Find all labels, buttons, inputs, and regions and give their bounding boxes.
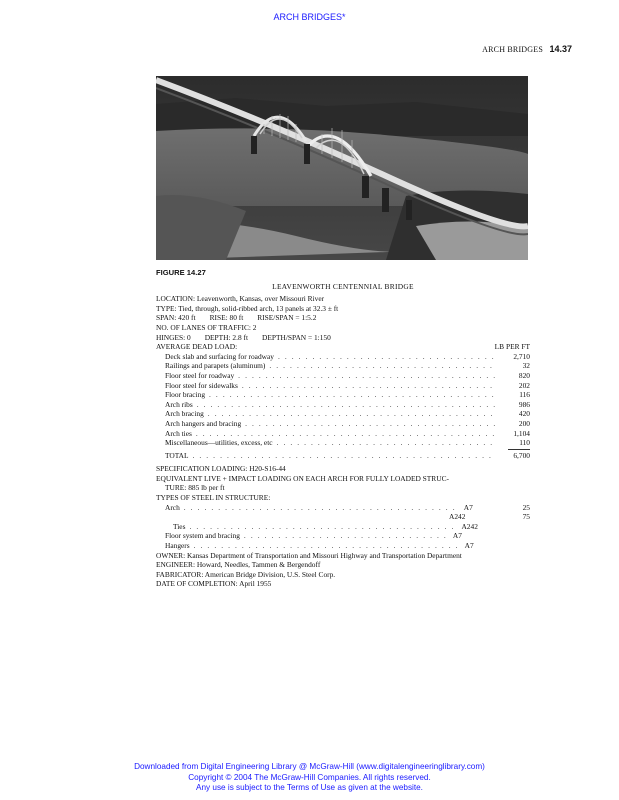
steel-grade: A7 bbox=[463, 502, 473, 512]
footer-notice bbox=[0, 762, 619, 794]
dead-load-value: 420 bbox=[518, 409, 530, 419]
leader-dots bbox=[184, 503, 460, 513]
dead-load-row bbox=[156, 390, 530, 400]
dead-load-row bbox=[156, 409, 530, 419]
steel-label: Floor system and bracing bbox=[165, 531, 240, 541]
dead-load-row bbox=[156, 352, 530, 362]
depth-value: DEPTH: 2.8 ft bbox=[204, 332, 249, 342]
steel-grade: A242 bbox=[449, 512, 466, 522]
dead-load-label: Arch ribs bbox=[165, 399, 193, 409]
figure-content bbox=[156, 268, 530, 589]
dead-load-header bbox=[156, 342, 530, 352]
steel-row-arch bbox=[156, 503, 530, 513]
leader-dots bbox=[209, 390, 496, 400]
leader-dots bbox=[196, 429, 496, 439]
figure-label: FIGURE 14.27 bbox=[156, 268, 206, 277]
leader-dots bbox=[189, 522, 457, 532]
running-head: ARCH BRIDGES bbox=[482, 45, 543, 54]
bridge-photo bbox=[156, 76, 528, 260]
steel-row-floor bbox=[156, 531, 530, 541]
hinges-value: HINGES: 0 bbox=[156, 332, 191, 342]
dead-load-value: 200 bbox=[518, 418, 530, 428]
dead-load-value: 110 bbox=[519, 438, 530, 448]
footer-download-link[interactable]: Downloaded from Digital Engineering Library @ McGraw-Hill (www.digitalengineeringlibrary.com) bbox=[134, 762, 485, 771]
leader-dots bbox=[244, 531, 449, 541]
dead-load-unit: LB PER FT bbox=[494, 342, 530, 352]
steel-label: Arch bbox=[165, 502, 180, 512]
footer-copyright: Copyright © 2004 The McGraw-Hill Companies. All rights reserved. bbox=[188, 772, 431, 782]
steel-label: Hangers bbox=[165, 541, 190, 551]
dead-load-value: 116 bbox=[519, 390, 530, 400]
steel-row-ties bbox=[156, 522, 530, 532]
leader-dots bbox=[193, 451, 497, 461]
dead-load-value: 32 bbox=[522, 361, 530, 371]
bridge-name: LEAVENWORTH CENTENNIAL BRIDGE bbox=[272, 281, 414, 291]
steel-row-hangers bbox=[156, 541, 530, 551]
dead-load-row bbox=[156, 400, 530, 410]
dead-load-label: Arch hangers and bracing bbox=[165, 418, 242, 428]
owner-line: OWNER: Kansas Department of Transportation and Missouri Highway and Transportation Department bbox=[156, 550, 462, 560]
dead-load-value: 2,710 bbox=[513, 351, 530, 361]
dead-load-label: Arch bracing bbox=[165, 409, 204, 419]
total-label: TOTAL bbox=[165, 450, 189, 460]
dead-load-label: Miscellaneous—utilities, excess, etc bbox=[165, 438, 273, 448]
span-line bbox=[156, 313, 530, 323]
steel-heading: TYPES OF STEEL IN STRUCTURE: bbox=[156, 493, 271, 503]
engineer-line: ENGINEER: Howard, Needles, Tammen & Bergendoff bbox=[156, 560, 321, 570]
dead-load-row bbox=[156, 381, 530, 391]
dead-load-row bbox=[156, 419, 530, 429]
steel-grade: A7 bbox=[464, 541, 474, 551]
type-line: TYPE: Tied, through, solid-ribbed arch, 13 panels at 32.3 ± ft bbox=[156, 303, 339, 313]
steel-grade: A242 bbox=[461, 521, 478, 531]
dead-load-heading: AVERAGE DEAD LOAD: bbox=[156, 342, 238, 352]
steel-percent: 75 bbox=[522, 512, 530, 522]
document-title: ARCH BRIDGES* bbox=[273, 12, 346, 22]
fabricator-line: FABRICATOR: American Bridge Division, U.S. Steel Corp. bbox=[156, 569, 336, 579]
leader-dots bbox=[277, 438, 496, 448]
equivalent-loading-line: EQUIVALENT LIVE + IMPACT LOADING ON EACH ARCH FOR FULLY LOADED STRUC- bbox=[156, 473, 449, 483]
steel-percent: 25 bbox=[522, 502, 530, 512]
leader-dots bbox=[238, 371, 496, 381]
dead-load-label: Floor steel for sidewalks bbox=[165, 380, 238, 390]
rise-value: RISE: 80 ft bbox=[209, 313, 244, 323]
steel-grade: A7 bbox=[452, 531, 462, 541]
page-number: 14.37 bbox=[549, 44, 572, 54]
leader-dots bbox=[269, 361, 496, 371]
equivalent-loading-continuation: TURE: 885 lb per ft bbox=[165, 483, 225, 493]
dead-load-value: 820 bbox=[518, 370, 530, 380]
leader-dots bbox=[194, 541, 461, 551]
leader-dots bbox=[278, 352, 496, 362]
dead-load-value: 986 bbox=[518, 399, 530, 409]
steel-row-arch-2 bbox=[156, 512, 530, 522]
total-value: 6,700 bbox=[513, 450, 530, 460]
hinges-line bbox=[156, 333, 530, 343]
dead-load-row bbox=[156, 371, 530, 381]
dead-load-label: Railings and parapets (aluminum) bbox=[165, 361, 266, 371]
rise-span-value: RISE/SPAN = 1:5.2 bbox=[257, 313, 317, 323]
dead-load-total-row bbox=[156, 451, 530, 461]
dead-load-label: Floor bracing bbox=[165, 390, 206, 400]
dead-load-value: 202 bbox=[518, 380, 530, 390]
leader-dots bbox=[208, 409, 496, 419]
leader-dots bbox=[245, 419, 496, 429]
lanes-line: NO. OF LANES OF TRAFFIC: 2 bbox=[156, 322, 257, 332]
leader-dots bbox=[197, 400, 496, 410]
dead-load-row bbox=[156, 438, 530, 448]
steel-label: Ties bbox=[173, 521, 186, 531]
dead-load-value: 1,104 bbox=[513, 428, 530, 438]
location-line: LOCATION: Leavenworth, Kansas, over Missouri River bbox=[156, 294, 325, 304]
completion-line: DATE OF COMPLETION: April 1955 bbox=[156, 579, 272, 589]
dead-load-label: Deck slab and surfacing for roadway bbox=[165, 351, 274, 361]
leader-dots bbox=[242, 381, 496, 391]
dead-load-label: Floor steel for roadway bbox=[165, 370, 235, 380]
dead-load-row bbox=[156, 429, 530, 439]
spec-loading-line: SPECIFICATION LOADING: H20-S16-44 bbox=[156, 464, 286, 474]
span-value: SPAN: 420 ft bbox=[156, 313, 196, 323]
footer-terms: Any use is subject to the Terms of Use as given at the website. bbox=[196, 783, 423, 792]
total-rule bbox=[156, 448, 530, 451]
dead-load-label: Arch ties bbox=[165, 428, 192, 438]
depth-span-value: DEPTH/SPAN = 1:150 bbox=[262, 332, 331, 342]
dead-load-row bbox=[156, 361, 530, 371]
